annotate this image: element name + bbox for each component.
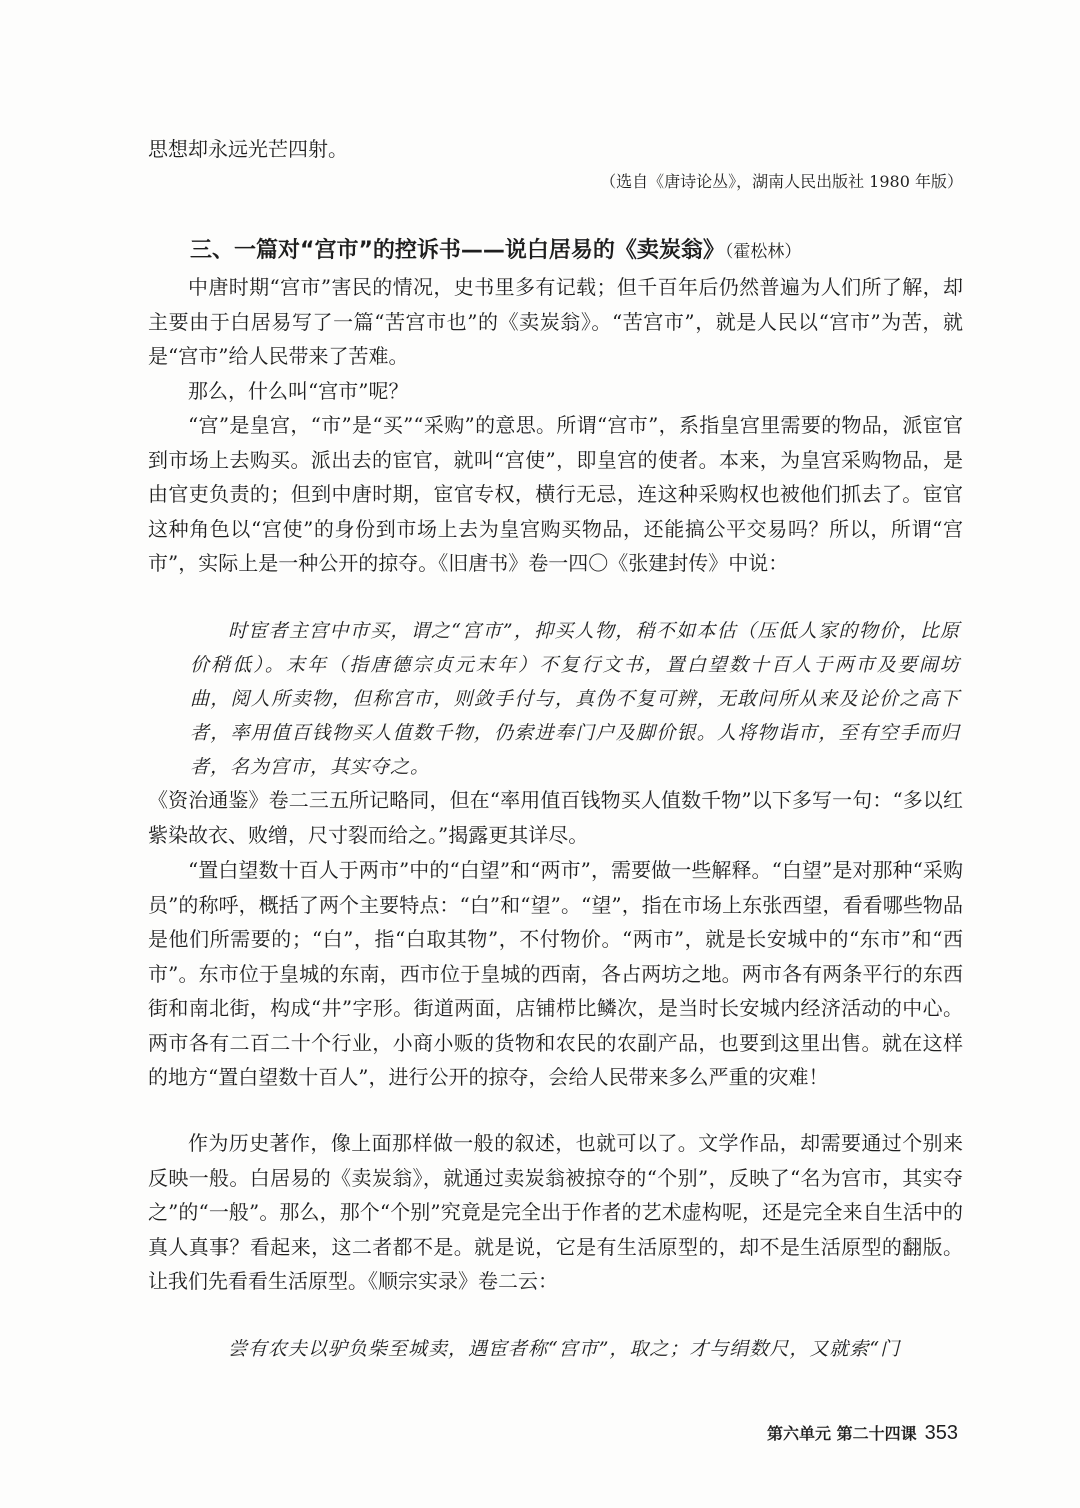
section-author: （霍松林） [724,242,802,262]
paragraph-4: 《资治通鉴》卷二三五所记略同，但在“率用值百钱物买人值数千物”以下多写一句：“多以红紫染故衣、败缯，尺寸裂而给之。”揭露更其详尽。 [148,788,963,847]
paragraph-5: “置白望数十百人于两市”中的“白望”和“两市”，需要做一些解释。“白望”是对那种“采购员”的称呼，概括了两个主要特点：“白”和“望”。“望”，指在市场上东张西望，看看哪些物品是他们所需要的；“白”，指“白取其物”，不付物价。“两市”，就是长安城中的“东市”和“西市”。东市位于皇城的东南，西市位于皇城的西南，各占两坊之地。两市各有两条平行的东西街和南北街，构成“井”字形。街道两面，店铺栉比鳞次，是当时长安城内经济活动的中心。两市各有二百二十个行业，小商小贩的货物和农民的农副产品，也要到这里出售。就在这样的地方“置白望数十百人”，进行公开的掠夺，会给人民带来多么严重的灾难！ [148,858,963,1089]
paragraph-3: “宫”是皇宫，“市”是“买”“采购”的意思。所谓“宫市”，系指皇宫里需要的物品，派宦官到市场上去购买。派出去的宦官，就叫“宫使”，即皇宫的使者。本来，为皇宫采购物品，是由官吏负责的；但到中唐时期，宦官专权，横行无忌，连这种采购权也被他们抓去了。宦官这种角色以“宫使”的身份到市场上去为皇宫购买物品，还能搞公平交易吗？所以，所谓“宫市”，实际上是一种公开的掠夺。《旧唐书》卷一四〇《张建封传》中说： [148,413,963,575]
paragraph-6: 作为历史著作，像上面那样做一般的叙述，也就可以了。文学作品，却需要通过个别来反映一般。白居易的《卖炭翁》，就通过卖炭翁被掠夺的“个别”，反映了“名为宫市，其实夺之”的“一般”。那么，那个“个别”究竟是完全出于作者的艺术虚构呢，还是完全来自生活中的真人真事？看起来，这二者都不是。就是说，它是有生活原型的，却不是生活原型的翻版。让我们先看看生活原型。《顺宗实录》卷二云： [148,1131,963,1293]
block-quote-1: 时宦者主宫中市买，谓之“宫市”，抑买人物，稍不如本估（压低人家的物价，比原价稍低）。末年（指唐德宗贞元末年）不复行文书，置白望数十百人于两市及要闹坊曲，阅人所卖物，但称宫市，则敛手付与，真伪不复可辨，无敢问所从来及论价之高下者，率用值百钱物买人值数千物，仍索进奉门户及脚价银。人将物诣市，至有空手而归者，名为宫市，其实夺之。 [190,620,960,778]
intro-line: 思想却永远光芒四射。 [148,137,348,161]
section-title: 三、一篇对“宫市”的控诉书——说白居易的《卖炭翁》 [190,238,725,263]
unit-lesson-label: 第六单元 第二十四课 [767,1424,917,1443]
source-attribution: （选自《唐诗论丛》，湖南人民出版社 1980 年版） [600,172,963,191]
paragraph-2: 那么，什么叫“宫市”呢？ [188,379,409,403]
block-quote-2: 尝有农夫以驴负柴至城卖，遇宦者称“宫市”，取之；才与绢数尺，又就索“门 [228,1338,901,1360]
paragraph-1: 中唐时期“宫市”害民的情况，史书里多有记载；但千百年后仍然普遍为人们所了解，却主要由于白居易写了一篇“苦宫市也”的《卖炭翁》。“苦宫市”，就是人民以“宫市”为苦，就是“宫市”给人民带来了苦难。 [148,275,963,368]
page-number: 353 [924,1422,958,1444]
section-heading [190,234,801,269]
page-footer [767,1418,958,1449]
